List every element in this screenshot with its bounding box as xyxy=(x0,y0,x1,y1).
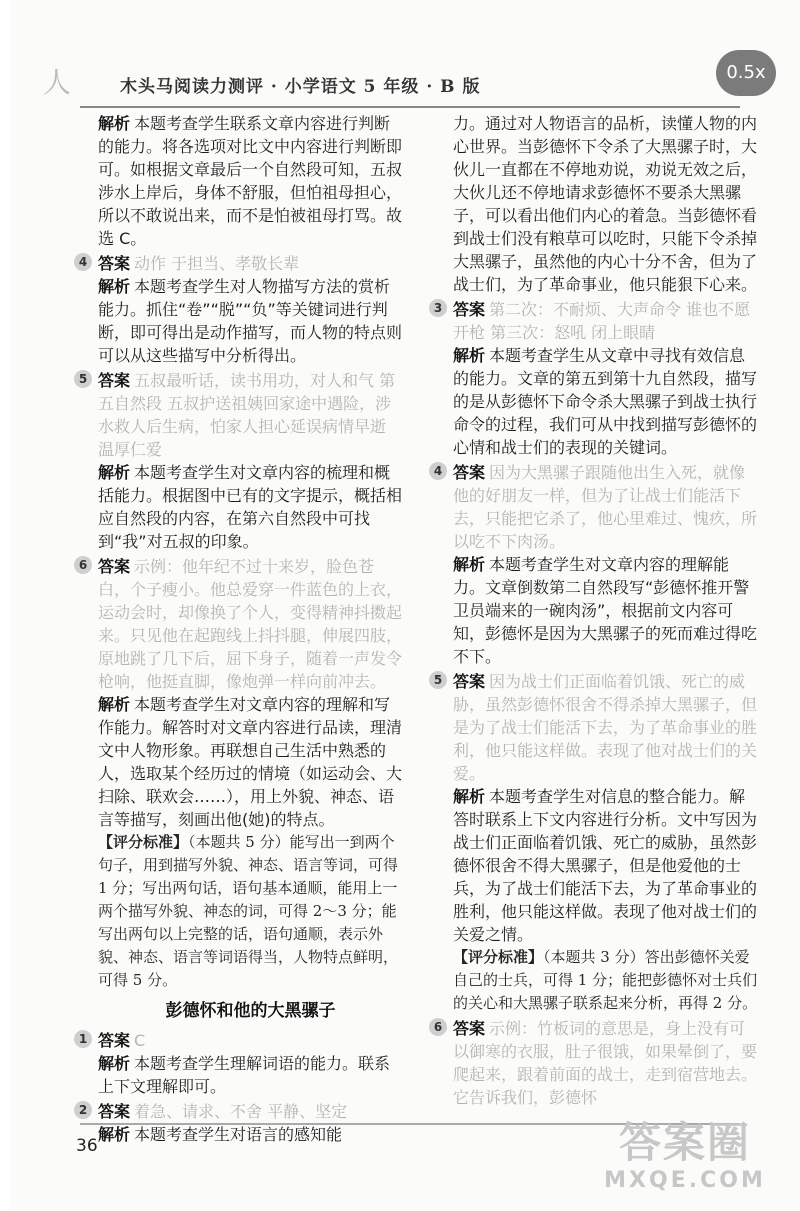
answer-label: 答案 xyxy=(98,557,131,576)
question-number-badge: 6 xyxy=(74,556,92,574)
answer-text: 示例：他年纪不过十来岁，脸色苍白，个子瘦小。他总爱穿一件蓝色的上衣，运动会时，却像换了个人，变得精神抖擞起来。只见他在起跑线上抖抖腿，伸展四肢，原地跳了几下后，屈下身子，随着一声发令枪响，他挺直脚，像炮弹一样向前冲去。 xyxy=(98,557,403,691)
question-number-badge: 2 xyxy=(74,1101,92,1119)
answer-label: 答案 xyxy=(453,463,486,482)
analysis-text: 本题考查学生从文章中寻找有效信息的能力。文章的第五到第十九自然段，描写的是从彭德怀下命令杀大黑骡子到战士执行命令的过程，我们可从中找到描写彭德怀的心情和战士们的表现的关键词。 xyxy=(453,346,758,457)
question-number-badge: 5 xyxy=(74,370,92,388)
analysis-label: 解析 xyxy=(98,1054,131,1073)
document-page xyxy=(10,0,800,1211)
analysis-label: 解析 xyxy=(453,346,486,365)
question-number-badge: 4 xyxy=(429,462,447,480)
question-item-6-right xyxy=(433,1017,758,1109)
question-item-5 xyxy=(78,369,403,553)
answer-label: 答案 xyxy=(98,254,131,273)
scoring-standard-tag: 【评分标准】 xyxy=(453,948,544,966)
analysis-label: 解析 xyxy=(98,114,131,133)
analysis-label: 解析 xyxy=(98,463,131,482)
intro-analysis xyxy=(98,112,403,250)
watermark-text-bottom: MXQE.COM xyxy=(604,1168,766,1193)
question-item-4 xyxy=(78,252,403,367)
scoring-standard-text: （本题共 5 分）能写出一到两个句子，用到描写外貌、神态、语言等词，可得 1 分；写出两句话，语句基本通顺，能用上一两个描写外貌、神态的词，可得 2～3 分；能写出两句以上完整的话，语句通顺，表示外貌、神态、语言等词语得当，人物特点鲜明，可得 5 分。 xyxy=(98,833,399,989)
scoring-standard xyxy=(98,831,403,992)
analysis-text: 本题考查学生对信息的整合能力。解答时联系上下文内容进行分析。文中写因为战士们正面临着饥饿、死亡的威胁，虽然彭德怀很舍不得大黑骡子，但是他爱他的士兵，为了战士们能活下去，为了革命事业的胜利，他只能这样做。表现了他对战士们的关爱之情。 xyxy=(453,787,758,944)
analysis-label: 解析 xyxy=(98,1125,131,1144)
header-logo-icon: 人 xyxy=(42,66,71,99)
question-number-badge: 1 xyxy=(74,1030,92,1048)
scoring-standard-text: （本题共 3 分）答出彭德怀关爱自己的士兵，可得 1 分；能把彭德怀对士兵们的关心和大黑骡子联系起来分析，再得 2 分。 xyxy=(453,948,758,1012)
answer-text: C xyxy=(134,1031,146,1050)
analysis-text: 本题考查学生联系文章内容进行判断的能力。将各选项对比文中内容进行判断即可。如根据文章最后一个自然段可知，五叔涉水上岸后，身体不舒服，但怕祖母担心，所以不敢说出来，而不是怕被祖母打骂。故选 C。 xyxy=(98,114,403,248)
playback-speed-button[interactable]: 0.5x xyxy=(716,50,776,96)
page-header xyxy=(42,66,740,108)
analysis-text: 本题考查学生对文章内容的理解和写作能力。解答时对文章内容进行品读，理清文中人物形象。再联想自己生活中熟悉的人，选取某个经历过的情境（如运动会、大扫除、联欢会……），用上外貌、神态、语言等描写，刻画出他(她)的特点。 xyxy=(98,695,403,829)
continuation-text xyxy=(453,112,758,296)
scoring-standard xyxy=(453,946,758,1015)
right-column xyxy=(433,112,758,1111)
answer-label: 答案 xyxy=(98,1102,131,1121)
question-number-badge: 5 xyxy=(429,671,447,689)
question-item-6 xyxy=(78,555,403,992)
analysis-label: 解析 xyxy=(453,555,486,574)
site-watermark xyxy=(600,1118,770,1198)
analysis-label: 解析 xyxy=(98,277,131,296)
watermark-text-top: 答案圈 xyxy=(618,1118,751,1167)
question-item-1 xyxy=(78,1029,403,1098)
page-number: 36 xyxy=(76,1136,98,1156)
analysis-text: 本题考查学生对语言的感知能 xyxy=(134,1125,343,1144)
analysis-label: 解析 xyxy=(98,695,131,714)
analysis-label: 解析 xyxy=(453,787,486,806)
answer-text: 因为战士们正面临着饥饿、死亡的威胁，虽然彭德怀很舍不得杀掉大黑骡子，但是为了战士们能活下去，为了革命事业的胜利，他只能这样做。表现了他对战士们的关爱。 xyxy=(453,672,758,783)
analysis-text: 本题考查学生理解词语的能力。联系上下文理解即可。 xyxy=(98,1054,391,1096)
question-number-badge: 3 xyxy=(429,299,447,317)
answer-text: 示例：竹板词的意思是，身上没有可以御寒的衣服，肚子很饿，如果晕倒了，要爬起来，跟着前面的战士，走到宿营地去。它告诉我们，彭德怀 xyxy=(453,1019,758,1107)
question-number-badge: 4 xyxy=(74,253,92,271)
answer-label: 答案 xyxy=(98,1031,131,1050)
question-item-4-right xyxy=(433,461,758,668)
analysis-text: 本题考查学生对文章内容的理解能力。文章倒数第二自然段写“彭德怀推开警卫员端来的一碗肉汤”，根据前文内容可知，彭德怀是因为大黑骡子的死而难过得吃不下。 xyxy=(453,555,758,666)
answer-text: 因为大黑骡子跟随他出生入死，就像他的好朋友一样，但为了让战士们能活下去，只能把它杀了，他心里难过、愧疚，所以吃不下肉汤。 xyxy=(453,463,758,551)
answer-label: 答案 xyxy=(453,672,486,691)
page-title: 木头马阅读力测评 · 小学语文 5 年级 · B 版 xyxy=(120,77,481,97)
answer-label: 答案 xyxy=(98,371,131,390)
analysis-text: 本题考查学生对文章内容的梳理和概括能力。根据图中已有的文字提示，概括相应自然段的内容，在第六自然段中可找到“我”对五叔的印象。 xyxy=(98,463,403,551)
analysis-text: 力。通过对人物语言的品析，读懂人物的内心世界。当彭德怀下令杀了大黑骡子时，大伙儿一直都在不停地劝说，劝说无效之后，大伙儿还不停地请求彭德怀不要杀大黑骡子，可以看出他们内心的着急。当彭德怀看到战士们没有粮草可以吃时，只能下令杀掉大黑骡子，虽然他的内心十分不舍，但为了战士们，为了革命事业，他只能狠下心来。 xyxy=(453,114,758,294)
question-number-badge: 6 xyxy=(429,1018,447,1036)
section-title: 彭德怀和他的大黑骡子 xyxy=(165,1001,336,1021)
answer-label: 答案 xyxy=(453,300,486,319)
answer-label: 答案 xyxy=(453,1019,486,1038)
answer-text: 动作 于担当、孝敬长辈 xyxy=(134,254,300,273)
answer-text: 五叔最听话，读书用功，对人和气 第五自然段 五叔护送祖姨回家途中遇险，涉水救人后生病，怕家人担心延误病情早逝 温厚仁爱 xyxy=(98,371,396,459)
question-item-3 xyxy=(433,298,758,459)
answer-text: 第二次：不耐烦、大声命令 谁也不愿开枪 第三次：怒吼 闭上眼睛 xyxy=(453,300,751,342)
analysis-text: 本题考查学生对人物描写方法的赏析能力。抓住“卷”“脱”“负”等关键词进行判断，即可得出是动作描写，而人物的特点则可以从这些描写中分析得出。 xyxy=(98,277,403,365)
scoring-standard-tag: 【评分标准】 xyxy=(98,833,189,851)
answer-text: 着急、请求、不舍 平静、坚定 xyxy=(134,1102,348,1121)
question-item-5-right xyxy=(433,670,758,1015)
